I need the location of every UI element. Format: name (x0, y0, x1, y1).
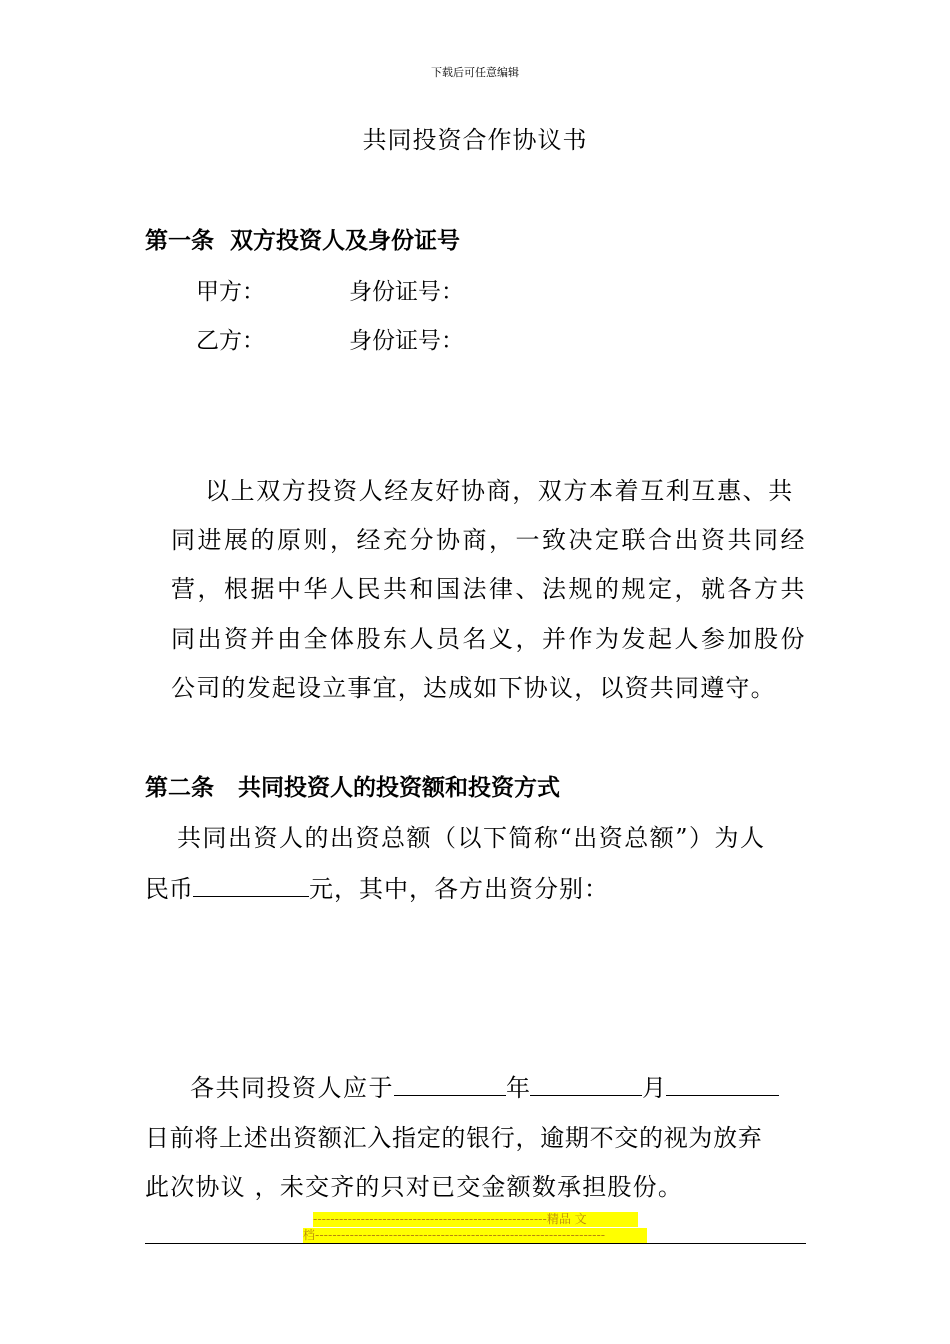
preamble-line: 公司的发起设立事宜，达成如下协议，以资共同遵守。 (171, 674, 776, 702)
article-2-line-4: 日前将上述出资额汇入指定的银行，逾期不交的视为放弃 (145, 1124, 763, 1152)
document-title: 共同投资合作协议书 (362, 126, 588, 154)
preamble-line: 同进展的原则，经充分协商，一致决定联合出资共同经 (171, 526, 807, 554)
party-b-label: 乙方： (196, 328, 265, 354)
party-a-label: 甲方： (196, 279, 265, 305)
article-2-line-2 (145, 872, 609, 904)
article-2-line-1: 共同出资人的出资总额（以下简称“出资总额”）为人 (177, 824, 766, 852)
deadline-line (190, 1071, 779, 1103)
amount-suffix: 元，其中，各方出资分别： (309, 875, 609, 903)
deadline-prefix: 各共同投资人应于 (190, 1074, 394, 1102)
article-1-heading: 第一条 双方投资人及身份证号 (145, 228, 461, 254)
year-label: 年 (506, 1074, 530, 1102)
amount-blank (193, 872, 309, 897)
article-2-heading: 第二条 共同投资人的投资额和投资方式 (145, 775, 561, 801)
header-note: 下载后可任意编辑 (431, 66, 519, 79)
day-blank (666, 1071, 779, 1096)
currency-label: 民币 (145, 875, 193, 903)
preamble-line: 营，根据中华人民共和国法律、法规的规定，就各方共 (171, 575, 807, 603)
article-2-line-5: 此次协议 ，未交齐的只对已交金额数承担股份。 (145, 1173, 684, 1201)
party-a-id-label: 身份证号： (349, 279, 464, 305)
footer-watermark-line-2: 档------------------------------------------------------------------- (303, 1228, 647, 1243)
preamble-line: 以上双方投资人经友好协商，双方本着互利互惠、共 (205, 477, 794, 505)
year-blank (394, 1071, 506, 1096)
preamble-line: 同出资并由全体股东人员名义，并作为发起人参加股份 (171, 625, 807, 653)
footer-divider (145, 1243, 806, 1244)
party-b-id-label: 身份证号： (349, 328, 464, 354)
month-blank (530, 1071, 642, 1096)
footer-watermark-line-1: ------------------------------------------------------精品 文 (313, 1212, 638, 1227)
month-label: 月 (642, 1074, 666, 1102)
